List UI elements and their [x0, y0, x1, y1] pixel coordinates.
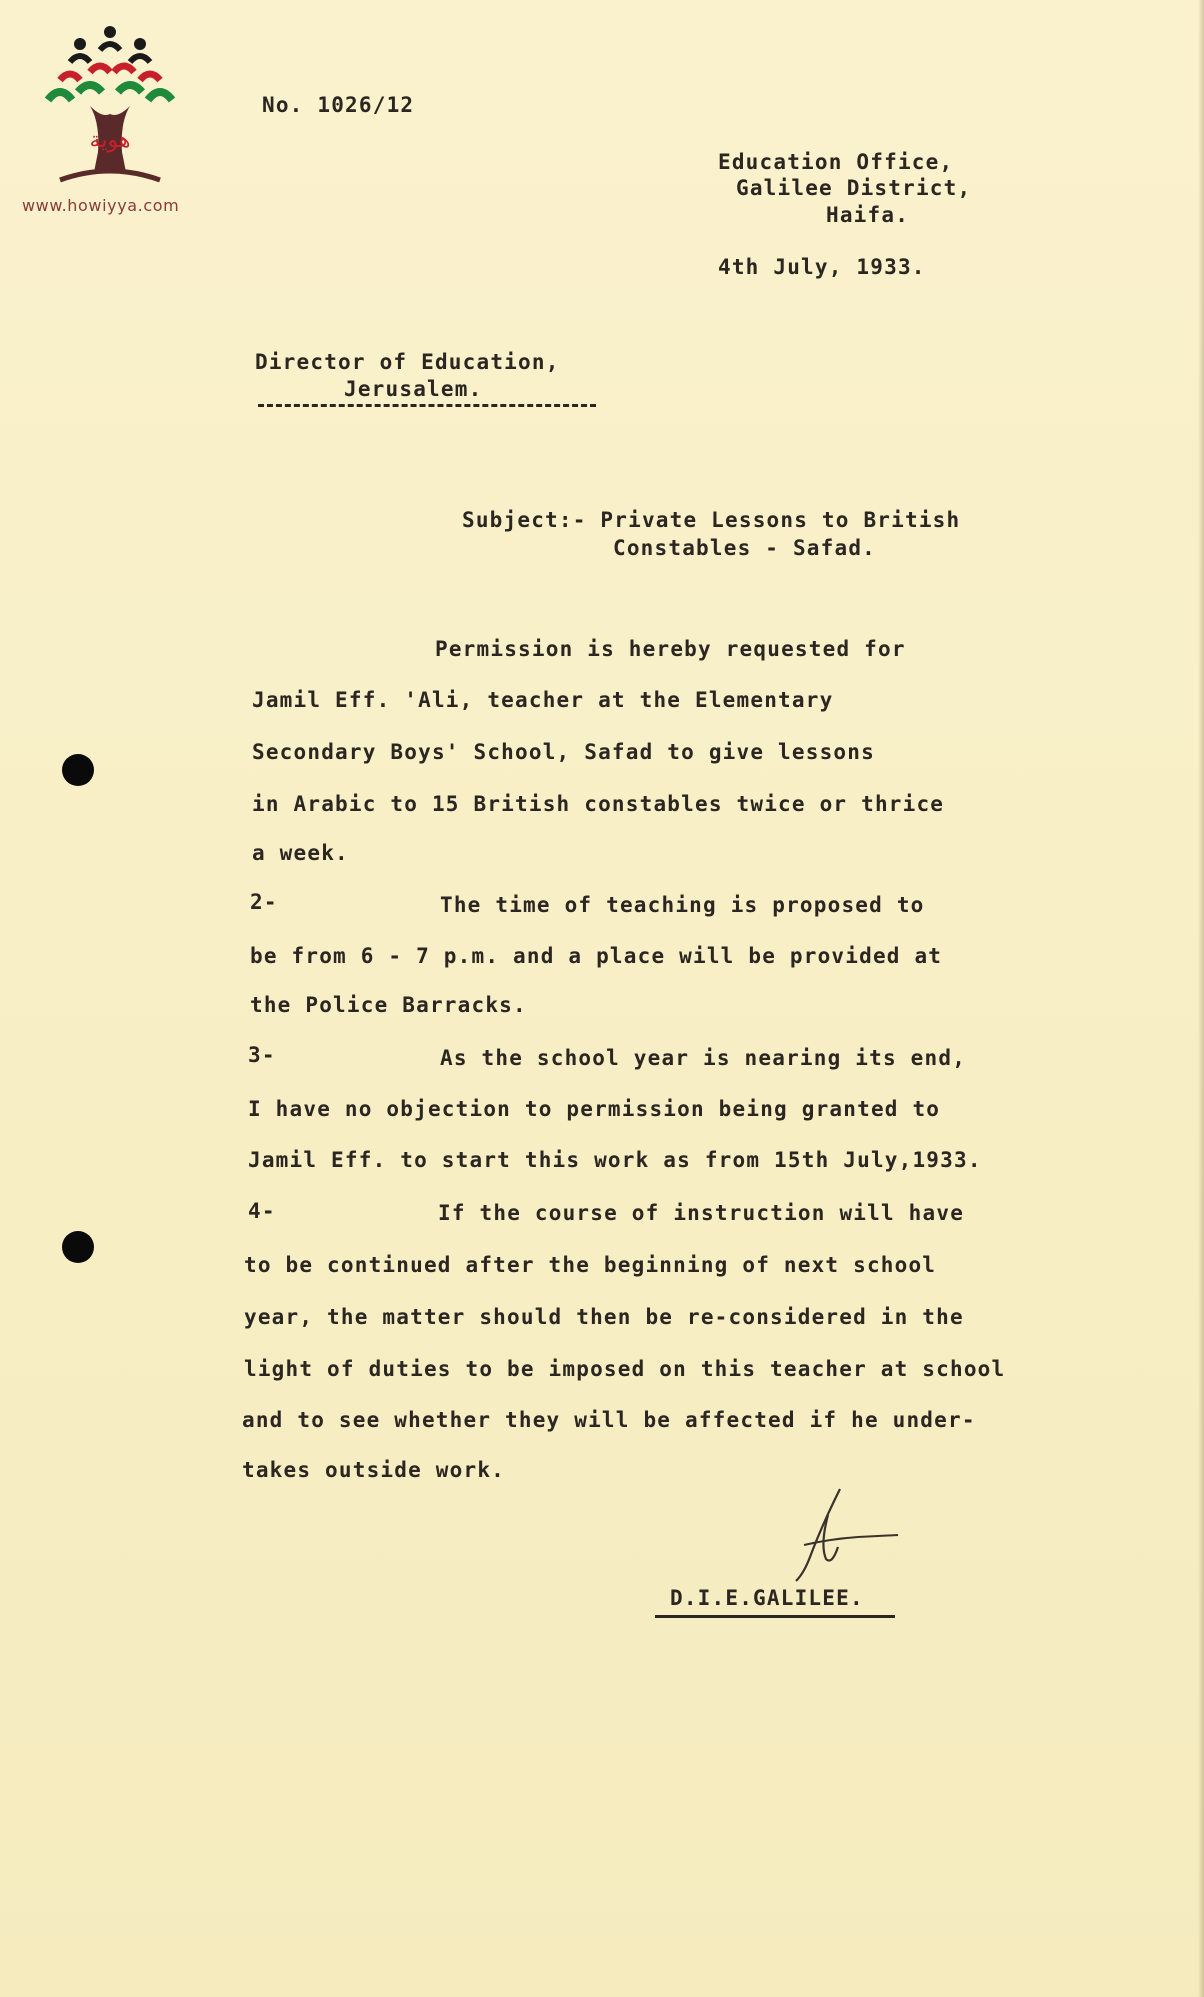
body-line: As the school year is nearing its end,: [440, 1046, 967, 1070]
subject-line-2: Constables - Safad.: [613, 536, 877, 560]
body-line: I have no objection to permission being granted to: [248, 1097, 941, 1121]
body-line: takes outside work.: [242, 1458, 506, 1482]
body-line: Secondary Boys' School, Safad to give lessons: [252, 740, 875, 764]
body-line: If the course of instruction will have: [438, 1201, 965, 1225]
addressee-line-2: Jerusalem.: [344, 377, 483, 401]
body-line: and to see whether they will be affected if he under-: [242, 1408, 976, 1432]
handwritten-signature: [770, 1485, 910, 1595]
letter-date: 4th July, 1933.: [718, 255, 926, 279]
body-line: Permission is hereby requested for: [435, 637, 906, 661]
body-line: be from 6 - 7 p.m. and a place will be provided at: [250, 944, 943, 968]
paper-edge: [1198, 0, 1204, 1997]
body-line: light of duties to be imposed on this teacher at school: [244, 1357, 1006, 1381]
body-line: Jamil Eff. 'Ali, teacher at the Elementary: [252, 688, 834, 712]
paragraph-number: 3-: [248, 1043, 276, 1067]
office-line-3: Haifa.: [826, 203, 910, 227]
punch-hole: [62, 754, 94, 786]
addressee-underline: [258, 404, 596, 407]
body-line: in Arabic to 15 British constables twice or thrice: [252, 792, 945, 816]
paragraph-number: 4-: [248, 1199, 276, 1223]
body-line: a week.: [252, 841, 349, 865]
punch-hole: [62, 1231, 94, 1263]
signature-underline: [655, 1615, 895, 1618]
office-line-2: Galilee District,: [736, 176, 972, 200]
addressee-line-1: Director of Education,: [255, 350, 560, 374]
reference-number: No. 1026/12: [262, 93, 415, 117]
body-line: year, the matter should then be re-considered in the: [244, 1305, 964, 1329]
office-line-1: Education Office,: [718, 150, 954, 174]
watermark-url[interactable]: www.howiyya.com: [22, 196, 180, 215]
howiyya-logo-icon: [40, 22, 180, 192]
body-line: The time of teaching is proposed to: [440, 893, 925, 917]
body-line: to be continued after the beginning of next school: [244, 1253, 937, 1277]
signature-title: D.I.E.GALILEE.: [670, 1586, 864, 1610]
body-line: Jamil Eff. to start this work as from 15th July,1933.: [248, 1148, 982, 1172]
paragraph-number: 2-: [250, 890, 278, 914]
svg-text:هوية: هوية: [89, 128, 131, 153]
subject-line-1: Subject:- Private Lessons to British: [462, 508, 961, 532]
body-line: the Police Barracks.: [250, 993, 527, 1017]
